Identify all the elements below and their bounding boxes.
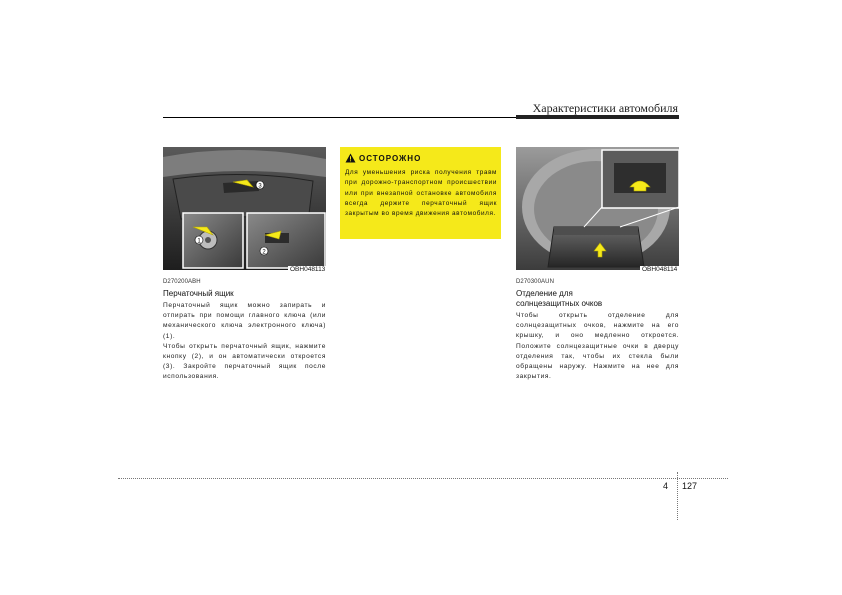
right-section-title-line-1: Отделение для bbox=[516, 289, 573, 298]
glovebox-photo bbox=[163, 147, 326, 270]
warning-header bbox=[345, 152, 497, 164]
footer-rule bbox=[118, 478, 728, 479]
page-header-title: Характеристики автомобиля bbox=[532, 101, 678, 115]
header-rule-accent bbox=[516, 115, 679, 119]
left-image-code: OBH048113 bbox=[290, 266, 326, 273]
warning-triangle-icon bbox=[345, 153, 356, 163]
warning-title: ОСТОРОЖНО bbox=[359, 153, 422, 163]
left-section-title: Перчаточный ящик bbox=[163, 289, 234, 298]
warning-text: Для уменьшения риска получения травм при дорожно-транспортном происшествии или при внезапной остановке автомобиля всегда держите перчаточный ящик закрытым во время движения автомобиля. bbox=[345, 169, 497, 218]
warning-box bbox=[340, 147, 501, 239]
right-image-code: OBH048114 bbox=[642, 266, 678, 273]
callout-3: 3 bbox=[258, 183, 262, 190]
left-body bbox=[163, 301, 326, 383]
left-paragraph-1: Перчаточный ящик можно запирать и отпирать при помощи главного ключа (или механического ключа электронного ключа) (1). bbox=[163, 302, 326, 340]
right-caption-code: D270300AUN bbox=[516, 279, 555, 285]
right-body: Чтобы открыть отделение для солнцезащитных очков, нажмите на его крышку, и оно медленно откроется. Положите солнцезащитные очки в дверцу отделения так, чтобы их стекла были обращены наружу. Нажмите на нее для закрытия. bbox=[516, 312, 679, 381]
left-paragraph-2: Чтобы открыть перчаточный ящик, нажмите кнопку (2), и он автоматически откроется (3). Закройте перчаточный ящик после использования. bbox=[163, 342, 326, 381]
right-section-title-line-2: солнцезащитных очков bbox=[516, 299, 603, 308]
footer-divider bbox=[677, 472, 678, 520]
chapter-number: 4 bbox=[663, 481, 669, 491]
left-caption-code: D270200ABH bbox=[163, 279, 201, 285]
page-number: 127 bbox=[682, 481, 698, 491]
callout-2: 2 bbox=[262, 249, 266, 256]
right-section-title bbox=[516, 289, 602, 309]
callout-1: 1 bbox=[197, 238, 201, 245]
sunglass-holder-photo bbox=[516, 147, 679, 270]
